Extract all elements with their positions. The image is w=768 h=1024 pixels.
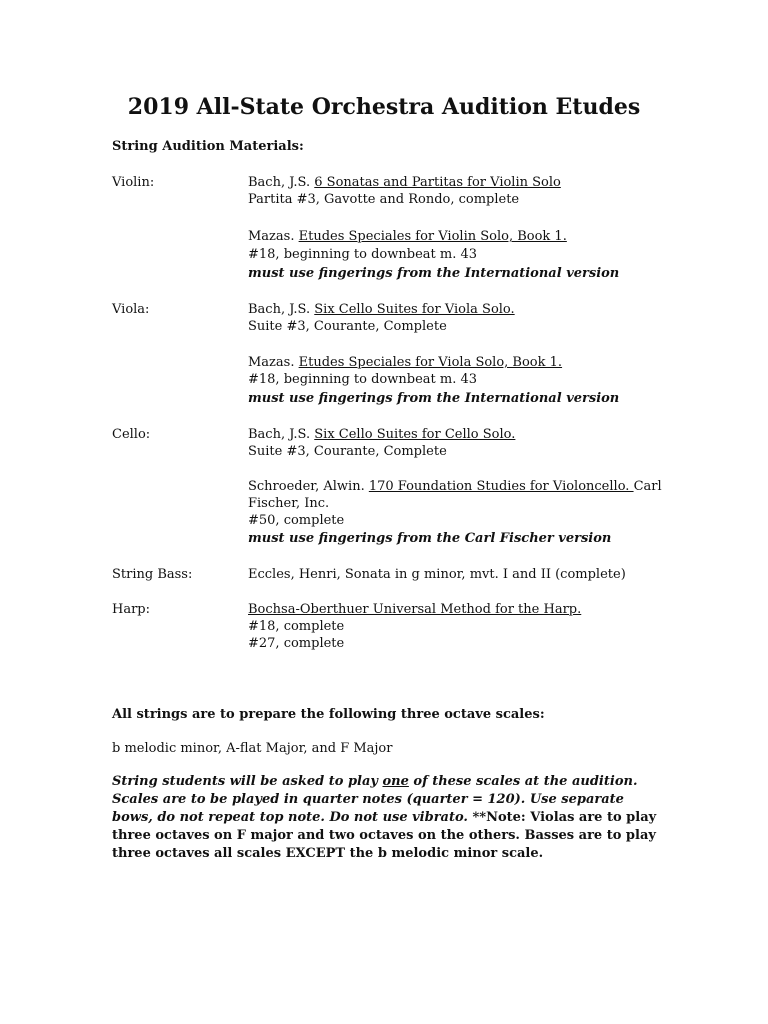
section-heading: String Audition Materials: [112, 139, 304, 154]
harp-book-title: Bochsa-Oberthuer Universal Method for the Harp. [248, 602, 582, 617]
viola-line-3 [248, 354, 562, 371]
viola-line-2: Suite #3, Courante, Complete [248, 319, 447, 334]
page-title: 2019 All-State Orchestra Audition Etudes [127, 94, 641, 120]
viola-book-title: Six Cello Suites for Viola Solo. [314, 302, 515, 317]
cello-line-2: Suite #3, Courante, Complete [248, 444, 447, 459]
violin-book-title: 6 Sonatas and Partitas for Violin Solo [314, 175, 561, 190]
note-part-3: of these scales at the audition. Scales are to be played in quarter notes (quarter = 120). Use separate bows, do not repeat top note. Do not use vibrato. [112, 774, 638, 825]
violin-line-2: Partita #3, Gavotte and Rondo, complete [248, 192, 520, 207]
cello-line-1 [248, 426, 515, 443]
violin-label: Violin: [112, 175, 155, 190]
viola-etude-title: Etudes Speciales for Viola Solo, Book 1. [298, 355, 563, 370]
scales-list: b melodic minor, A-flat Major, and F Major [112, 741, 393, 756]
violin-line-1 [248, 174, 561, 191]
bass-label: String Bass: [112, 567, 193, 582]
cello-etude-composer: Schroeder, Alwin. [248, 479, 369, 494]
cello-fingering-note: must use fingerings from the Carl Fischer version [248, 531, 612, 546]
cello-line-4: Fischer, Inc. [248, 496, 330, 511]
cello-book-title: Six Cello Suites for Cello Solo. [314, 427, 516, 442]
note-part-2: one [382, 774, 409, 789]
violin-line-4: #18, beginning to downbeat m. 43 [248, 247, 478, 262]
scales-note-paragraph [112, 773, 657, 863]
cello-line-5: #50, complete [248, 513, 345, 528]
harp-line-2: #18, complete [248, 619, 345, 634]
viola-fingering-note: must use fingerings from the International version [248, 391, 620, 406]
violin-line-3 [248, 228, 567, 245]
note-part-1: String students will be asked to play [112, 774, 383, 789]
viola-line-1 [248, 301, 515, 318]
violin-fingering-note: must use fingerings from the International version [248, 266, 620, 281]
cello-publisher-start: Carl [633, 479, 662, 494]
violin-etude-composer: Mazas. [248, 229, 299, 244]
scales-heading: All strings are to prepare the following three octave scales: [112, 707, 545, 722]
cello-composer: Bach, J.S. [248, 427, 315, 442]
harp-line-3: #27, complete [248, 636, 345, 651]
bass-line-1: Eccles, Henri, Sonata in g minor, mvt. I and II (complete) [248, 567, 626, 582]
viola-label: Viola: [112, 302, 150, 317]
cello-line-3 [248, 478, 662, 495]
harp-label: Harp: [112, 602, 151, 617]
violin-etude-title: Etudes Speciales for Violin Solo, Book 1. [298, 229, 567, 244]
viola-composer: Bach, J.S. [248, 302, 315, 317]
violin-composer: Bach, J.S. [248, 175, 315, 190]
cello-label: Cello: [112, 427, 151, 442]
viola-etude-composer: Mazas. [248, 355, 299, 370]
note-part-4: **Note: Violas are to play three octaves on F major and two octaves on the others. Basses are to play three octaves all scales EXCEPT the b melodic minor scale. [112, 810, 657, 861]
viola-line-4: #18, beginning to downbeat m. 43 [248, 372, 478, 387]
cello-etude-title: 170 Foundation Studies for Violoncello. [368, 479, 634, 494]
